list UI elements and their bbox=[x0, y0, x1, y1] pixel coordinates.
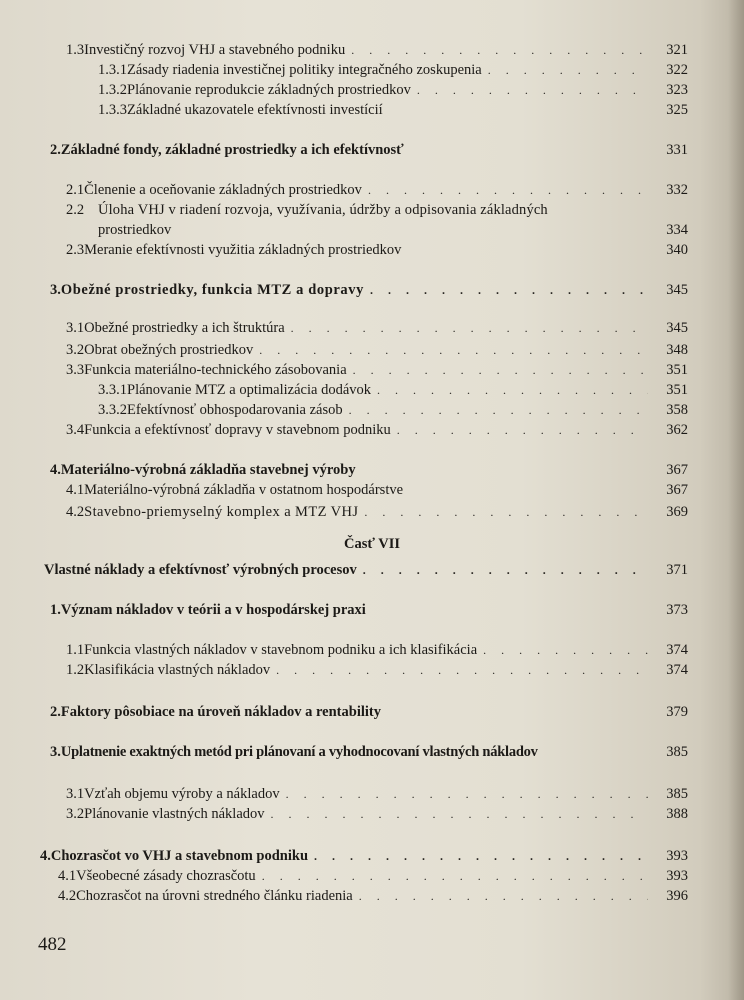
entry-page: 345 bbox=[666, 320, 688, 336]
entry-number: 4. bbox=[50, 462, 61, 478]
entry-page: 388 bbox=[666, 806, 688, 822]
entry-page: 358 bbox=[666, 402, 688, 418]
entry-page: 393 bbox=[666, 868, 688, 884]
toc-entry bbox=[66, 362, 688, 379]
toc-entry bbox=[66, 242, 688, 259]
entry-title: Členenie a oceňovanie základných prostriedkov bbox=[84, 182, 362, 198]
entry-number: 4. bbox=[40, 848, 51, 864]
entry-page: 323 bbox=[666, 82, 688, 98]
toc-entry bbox=[98, 82, 688, 99]
entry-page: 351 bbox=[666, 362, 688, 378]
toc-entry bbox=[66, 662, 688, 679]
leader-dots bbox=[259, 343, 648, 358]
entry-number: 3.1 bbox=[66, 320, 85, 336]
toc-chapter bbox=[50, 282, 688, 299]
entry-number: 3.2 bbox=[66, 342, 85, 358]
toc-entry bbox=[58, 888, 688, 905]
toc-entry bbox=[66, 342, 688, 359]
entry-number: 4.2 bbox=[66, 504, 85, 520]
entry-page: 379 bbox=[666, 704, 688, 720]
leader-dots bbox=[417, 83, 648, 98]
toc-chapter bbox=[50, 704, 688, 721]
toc-entry bbox=[98, 102, 688, 119]
entry-number: 1.3.2 bbox=[98, 82, 127, 98]
entry-page: 385 bbox=[666, 744, 688, 760]
entry-title: Úloha VHJ v riadení rozvoja, využívania, údržby a odpisovania základných bbox=[98, 202, 548, 218]
entry-number: 1.3.3 bbox=[98, 102, 127, 118]
toc-chapter bbox=[50, 142, 688, 159]
leader-dots bbox=[397, 423, 648, 438]
toc-entry bbox=[66, 202, 688, 219]
entry-title: Meranie efektívnosti využitia základných prostriedkov bbox=[84, 242, 402, 258]
toc-entry bbox=[98, 402, 688, 419]
leader-dots bbox=[276, 663, 648, 678]
leader-dots bbox=[271, 807, 648, 822]
entry-page: 362 bbox=[666, 422, 688, 438]
entry-number: 1.3.1 bbox=[98, 62, 127, 78]
entry-title: Význam nákladov v teórii a v hospodárskej praxi bbox=[60, 602, 366, 618]
entry-page: 373 bbox=[666, 602, 688, 618]
toc-entry bbox=[66, 42, 688, 59]
leader-dots bbox=[377, 383, 648, 398]
toc-entry bbox=[98, 62, 688, 79]
entry-number: 2. bbox=[50, 142, 61, 158]
entry-number: 3.4 bbox=[66, 422, 85, 438]
entry-number: 1.1 bbox=[66, 642, 85, 658]
entry-title: Obežné prostriedky, funkcia MTZ a dopravy bbox=[60, 282, 364, 298]
entry-title: Investičný rozvoj VHJ a stavebného podniku bbox=[84, 42, 346, 58]
entry-page: 396 bbox=[666, 888, 688, 904]
toc-entry bbox=[98, 382, 688, 399]
entry-title: Funkcia vlastných nákladov v stavebnom podniku a ich klasifikácia bbox=[84, 642, 478, 658]
entry-page: 351 bbox=[666, 382, 688, 398]
page-edge-shadow bbox=[728, 0, 744, 1000]
entry-title: Vlastné náklady a efektívnosť výrobných procesov bbox=[44, 562, 357, 578]
toc-chapter bbox=[40, 848, 688, 865]
leader-dots bbox=[353, 363, 648, 378]
toc-part-title bbox=[44, 562, 688, 579]
toc-entry bbox=[58, 868, 688, 885]
entry-page: 345 bbox=[666, 282, 688, 298]
entry-title: Efektívnosť obhospodarovania zásob bbox=[127, 402, 343, 418]
entry-number: 4.2 bbox=[58, 888, 77, 904]
entry-number: 3.3.2 bbox=[98, 402, 127, 418]
toc-entry bbox=[66, 642, 688, 659]
leader-dots bbox=[370, 283, 648, 298]
entry-number: 3. bbox=[50, 744, 61, 760]
entry-title: Klasifikácia vlastných nákladov bbox=[84, 662, 271, 678]
entry-number: 3.3.1 bbox=[98, 382, 127, 398]
entry-title: Funkcia materiálno-technického zásobovania bbox=[84, 362, 347, 378]
entry-number: 1. bbox=[50, 602, 61, 618]
entry-title: Obežné prostriedky a ich štruktúra bbox=[84, 320, 285, 336]
toc-chapter bbox=[50, 462, 688, 479]
entry-page: 340 bbox=[666, 242, 688, 258]
entry-title: Stavebno-priemyselný komplex a MTZ VHJ bbox=[84, 504, 359, 520]
leader-dots bbox=[291, 321, 648, 336]
entry-number: 2.2 bbox=[66, 202, 85, 218]
entry-title: Funkcia a efektívnosť dopravy v stavebnom podniku bbox=[84, 422, 391, 438]
leader-dots bbox=[262, 869, 648, 884]
entry-page: 322 bbox=[666, 62, 688, 78]
entry-title: Všeobecné zásady chozrasčotu bbox=[76, 868, 256, 884]
leader-dots bbox=[364, 505, 648, 520]
entry-title: Chozrasčot na úrovni stredného článku riadenia bbox=[76, 888, 353, 904]
toc-chapter bbox=[50, 602, 688, 619]
toc-chapter bbox=[50, 744, 688, 761]
entry-title: Chozrasčot vo VHJ a stavebnom podniku bbox=[50, 848, 309, 864]
leader-dots bbox=[286, 787, 648, 802]
entry-title: Základné ukazovatele efektívnosti investícií bbox=[127, 102, 383, 118]
entry-title: Faktory pôsobiace na úroveň nákladov a rentability bbox=[60, 704, 381, 720]
entry-number: 4.1 bbox=[58, 868, 77, 884]
toc-entry bbox=[66, 504, 688, 521]
entry-number: 1.3 bbox=[66, 42, 85, 58]
entry-number: 3.3 bbox=[66, 362, 85, 378]
leader-dots bbox=[351, 43, 648, 58]
toc-entry bbox=[66, 482, 688, 499]
leader-dots bbox=[488, 63, 648, 78]
entry-title: Materiálno-výrobná základňa stavebnej výroby bbox=[60, 462, 356, 478]
leader-dots bbox=[368, 183, 648, 198]
entry-page: 369 bbox=[666, 504, 688, 520]
toc-entry bbox=[66, 806, 688, 823]
entry-page: 374 bbox=[666, 662, 688, 678]
leader-dots bbox=[363, 563, 648, 578]
page-number: 482 bbox=[38, 934, 67, 955]
entry-number: 3.1 bbox=[66, 786, 85, 802]
entry-number: 1.2 bbox=[66, 662, 85, 678]
entry-page: 332 bbox=[666, 182, 688, 198]
entry-title: Materiálno-výrobná základňa v ostatnom hospodárstve bbox=[84, 482, 404, 498]
leader-dots bbox=[314, 849, 648, 864]
toc-entry bbox=[66, 320, 688, 337]
entry-page: 367 bbox=[666, 462, 688, 478]
entry-page: 331 bbox=[666, 142, 688, 158]
entry-number: 2. bbox=[50, 704, 61, 720]
entry-page: 321 bbox=[666, 42, 688, 58]
entry-page: 367 bbox=[666, 482, 688, 498]
entry-title: Plánovanie MTZ a optimalizácia dodávok bbox=[127, 382, 372, 398]
entry-title: Uplatnenie exaktných metód pri plánovaní a vyhodnocovaní vlastných nákladov bbox=[60, 744, 538, 760]
leader-dots bbox=[483, 643, 648, 658]
entry-number: 2.1 bbox=[66, 182, 85, 198]
entry-title: Zásady riadenia investičnej politiky integračného zoskupenia bbox=[127, 62, 482, 78]
entry-title: prostriedkov bbox=[98, 222, 172, 238]
entry-page: 325 bbox=[666, 102, 688, 118]
entry-number: 4.1 bbox=[66, 482, 85, 498]
entry-page: 348 bbox=[666, 342, 688, 358]
entry-page: 374 bbox=[666, 642, 688, 658]
entry-number: 3. bbox=[50, 282, 61, 298]
toc-entry bbox=[66, 182, 688, 199]
entry-page: 334 bbox=[666, 222, 688, 238]
leader-dots bbox=[349, 403, 648, 418]
toc-entry bbox=[66, 786, 688, 803]
entry-number: 2.3 bbox=[66, 242, 85, 258]
entry-title: Základné fondy, základné prostriedky a ich efektívnosť bbox=[60, 142, 404, 158]
entry-number: 3.2 bbox=[66, 806, 85, 822]
entry-page: 393 bbox=[666, 848, 688, 864]
entry-title: Vzťah objemu výroby a nákladov bbox=[84, 786, 280, 802]
entry-title: Plánovanie reprodukcie základných prostriedkov bbox=[127, 82, 411, 98]
leader-dots bbox=[359, 889, 648, 904]
entry-title: Plánovanie vlastných nákladov bbox=[84, 806, 265, 822]
toc-entry bbox=[66, 422, 688, 439]
entry-title: Obrat obežných prostriedkov bbox=[84, 342, 254, 358]
toc-entry-continuation bbox=[98, 222, 688, 239]
entry-page: 371 bbox=[666, 562, 688, 578]
part-heading: Časť VII bbox=[343, 536, 401, 552]
entry-page: 385 bbox=[666, 786, 688, 802]
